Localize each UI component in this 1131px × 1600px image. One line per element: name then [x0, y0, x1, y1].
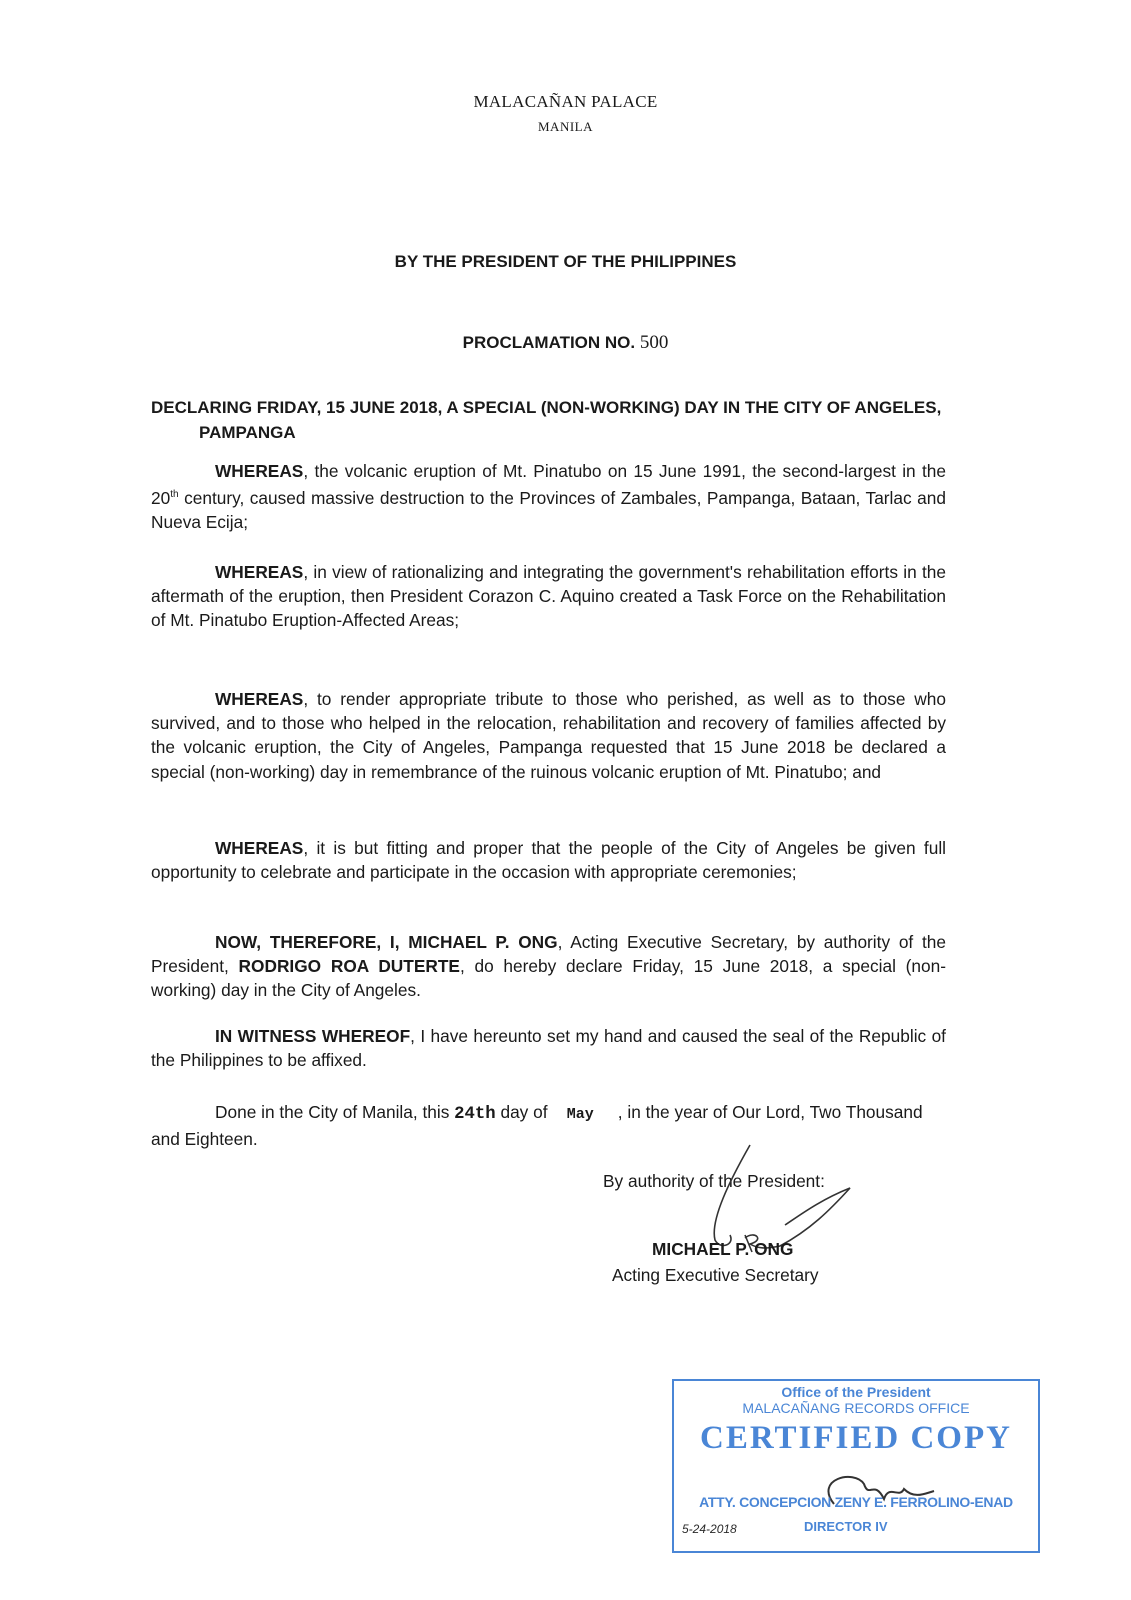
- lead: WHEREAS: [215, 461, 304, 481]
- lead: WHEREAS: [215, 838, 304, 858]
- by-authority: By authority of the President:: [603, 1171, 825, 1191]
- proclamation-label: PROCLAMATION NO.: [462, 333, 636, 352]
- by-the-president-heading: BY THE PRESIDENT OF THE PHILIPPINES: [394, 252, 737, 271]
- paragraph-3: [151, 687, 946, 784]
- palace-city: MANILA: [538, 119, 593, 134]
- text: , in the year of Our Lord, Two Thousand and Eighteen.: [151, 1102, 923, 1150]
- stamp-officer-title: DIRECTOR IV: [804, 1519, 888, 1534]
- stamp-officer-name: ATTY. CONCEPCION ZENY E. FERROLINO-ENAD: [699, 1494, 1013, 1510]
- certified-copy-stamp: [672, 1379, 1040, 1553]
- stamp-date: 5-24-2018: [682, 1522, 737, 1536]
- stamp-certified-copy: CERTIFIED COPY: [700, 1420, 1012, 1456]
- paragraph-5: [151, 930, 946, 1003]
- signatory-position: Acting Executive Secretary: [612, 1265, 819, 1285]
- paragraph-2: [151, 560, 946, 633]
- signatory-name: MICHAEL P. ONG: [652, 1239, 794, 1259]
- month-value: May: [566, 1106, 594, 1123]
- proclamation-number: 500: [639, 332, 669, 353]
- text: , it is but fitting and proper that the people of the City of Angeles be given full opportunity to celebrate and participate in the occasion with appropriate ceremonies;: [151, 838, 946, 883]
- paragraph-6: [151, 1024, 946, 1072]
- text: , to render appropriate tribute to those who perished, as well as to those who survived, and to those who helped in the relocation, rehabilitation and recovery of families affected by the volcanic eruption, the City of Angeles, Pampanga requested that 15 June 2018 be declared a special (non-working) day in remembrance of the ruinous volcanic eruption of Mt. Pinatubo; and: [151, 689, 946, 782]
- stamp-records-office: MALACAÑANG RECORDS OFFICE: [742, 1400, 970, 1416]
- palace-header: MALACAÑAN PALACE: [473, 92, 658, 111]
- title-text: DECLARING FRIDAY, 15 JUNE 2018, A SPECIAL (NON-WORKING) DAY IN THE CITY OF ANGELES, PAMPANGA: [151, 398, 942, 442]
- president-name: RODRIGO ROA DUTERTE: [238, 956, 460, 977]
- lead: NOW, THEREFORE, I, MICHAEL P. ONG: [215, 932, 558, 952]
- text: , do hereby declare Friday, 15 June 2018, a special (non-working) day in the City of Angeles.: [151, 956, 946, 1001]
- proclamation-title: [151, 396, 951, 445]
- lead: IN WITNESS WHEREOF: [215, 1026, 411, 1046]
- paragraph-1: [151, 459, 946, 534]
- text: , Acting Executive Secretary, by authority of the President,: [151, 932, 946, 977]
- text: , the volcanic eruption of Mt. Pinatubo on 15 June 1991, the second-largest in the 20: [151, 461, 946, 508]
- superscript: th: [170, 489, 179, 501]
- text: day of: [495, 1102, 553, 1122]
- text: , in view of rationalizing and integrating the government's rehabilitation efforts in the aftermath of the eruption, then President Corazon C. Aquino created a Task Force on the Rehabilitation of Mt. Pinatubo Eruption-Affected Areas;: [151, 562, 946, 631]
- text: Done in the City of Manila, this: [215, 1102, 455, 1122]
- lead: WHEREAS: [215, 562, 304, 582]
- lead: WHEREAS: [215, 689, 304, 709]
- stamp-office: Office of the President: [781, 1384, 931, 1400]
- paragraph-4: [151, 836, 946, 884]
- text: century, caused massive destruction to the Provinces of Zambales, Pampanga, Bataan, Tarlac and Nueva Ecija;: [151, 487, 946, 533]
- text: , I have hereunto set my hand and caused the seal of the Republic of the Philippines to be affixed.: [151, 1026, 946, 1071]
- day-value: 24th: [454, 1105, 496, 1124]
- proclamation-heading: [0, 332, 1131, 354]
